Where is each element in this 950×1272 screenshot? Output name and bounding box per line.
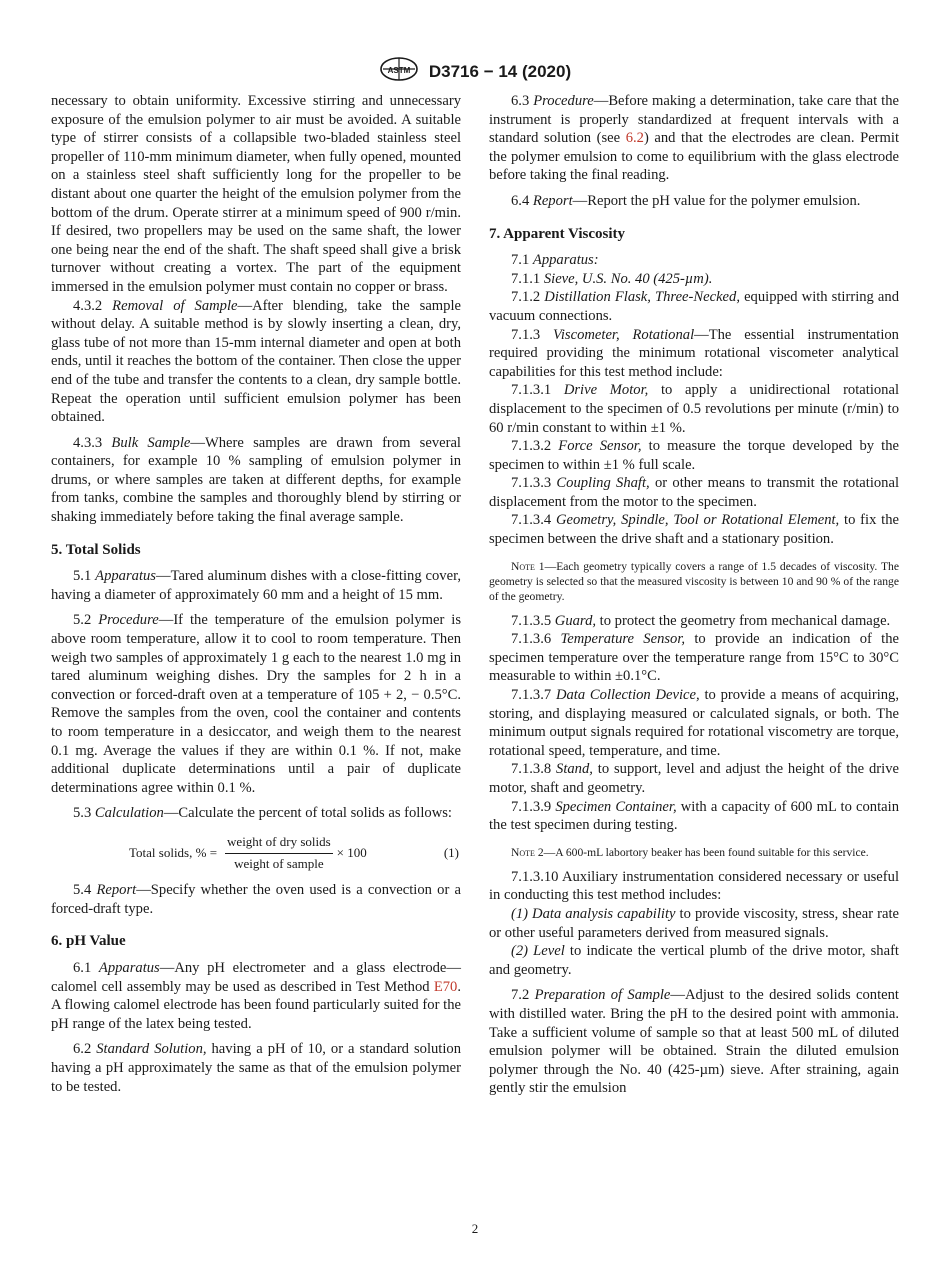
section-5-4: 5.4 Report—Specify whether the oven used is a convection or a forced-draft type. — [51, 882, 461, 917]
page-number: 2 — [471, 1221, 479, 1236]
list-item-2: (2) Level to indicate the vertical plumb of the drive motor, shaft and geometry. — [489, 943, 899, 978]
section-7-1-3-3: 7.1.3.3 Coupling Shaft, or other means to transmit the rotational displacement from the motor to the specimen. — [489, 475, 899, 510]
section-6-4: 6.4 Report—Report the pH value for the polymer emulsion. — [511, 192, 861, 209]
section-7-1-3-1: 7.1.3.1 Drive Motor, to apply a unidirectional rotational displacement to the specimen of 0.5 revolutions per minute (r/min) to 60 r/min constant to within ±1 %. — [489, 382, 899, 436]
section-4-3-3: 4.3.3 Bulk Sample—Where samples are drawn from several containers, for example 10 % sampling of emulsion polymer in drums, or where samples are taken at different depths, for example from tanks, combine the samples and thoroughly blend by stirring or shaking immediately before taking the final average sample. — [51, 434, 461, 526]
heading-total-solids: 5. Total Solids — [51, 541, 141, 558]
section-7-1-3-9: 7.1.3.9 Specimen Container, with a capacity of 600 mL to contain the test specimen during testing. — [489, 798, 899, 834]
note-2: Note 2—A 600-mL labortory beaker has been found suitable for this service. — [511, 845, 869, 859]
astm-logo-icon — [379, 56, 419, 87]
equation-total-solids: Total solids, % = $\frac{\text{weight of dry solids}}{\text{weight of sample}}$ × 100 (1) — [51, 833, 461, 873]
page-header — [0, 56, 950, 87]
section-6-3: 6.3 Procedure—Before making a determination, take care that the instrument is properly standardized at frequent intervals with a standard solution (see 6.2) and that the electrodes are clean. Permit the polymer emulsion to come to equilibrium with the glass electrode before taking the final reading. — [489, 93, 899, 184]
section-5-3: 5.3 Calculation—Calculate the percent of total solids as follows: — [73, 805, 452, 822]
section-7-1-3-8: 7.1.3.8 Stand, to support, level and adjust the height of the drive motor, shaft and geometry. — [489, 761, 899, 796]
section-7-1-2: 7.1.2 Distillation Flask, Three-Necked, equipped with stirring and vacuum connections. — [489, 289, 899, 324]
note-1: Note 1—Each geometry typically covers a range of 1.5 decades of viscosity. The geometry is selected so that the measured viscosity is between 10 and 90 % of the range of the geometry. — [489, 559, 900, 603]
section-7-1-3-6: 7.1.3.6 Temperature Sensor, to provide an indication of the specimen temperature over the temperature range from 15°C to 30°C measurable to within ±0.1°C. — [489, 631, 900, 685]
list-item-1: (1) Data analysis capability to provide viscosity, stress, shear rate or other useful parameters derived from measured signals. — [489, 905, 899, 941]
section-7-1-3-10: 7.1.3.10 Auxiliary instrumentation considered necessary or useful in conducting this test method includes: — [489, 868, 899, 904]
svg-text:ASTM: ASTM — [387, 66, 411, 75]
section-7-1-3-5: 7.1.3.5 Guard, to protect the geometry from mechanical damage. — [511, 612, 891, 629]
equation-number: (1) — [443, 844, 459, 860]
paragraph-continued: necessary to obtain uniformity. Excessive stirring and unnecessary exposure of the emulsion polymer to air must be avoided. A suitable type of stirrer consists of a collapsible two-bladed stainless steel propeller of 110-mm minimum diameter, when fully opened, mounted on a stainless steel shaft sufficiently long for the propeller to be distant about one quarter the height of the emulsion polymer from the bottom of the drum. Operate stirrer at a minimum speed of 900 r/min. If desired, two propellers may be used on the same shaft, the lower one being near the end of the shaft. The shaft speed shall give a brisk turnover without creating a vortex. The part of the equipment immersed in the emulsion polymer must contain no copper or brass. — [51, 93, 461, 295]
section-7-1-3: 7.1.3 Viscometer, Rotational—The essential instrumentation required providing the minimum rotational viscometer analytical capabilities for this test method include: — [489, 326, 899, 380]
section-7-1-3-7: 7.1.3.7 Data Collection Device, to provide a means of acquiring, storing, and displaying measured or calculated signals, or both. The minimum output signals required for rotational viscometry are torque, rotational speed, temperature, and time. — [489, 687, 899, 759]
section-7-1-3-2: 7.1.3.2 Force Sensor, to measure the torque developed by the specimen to within ±1 % full scale. — [489, 438, 900, 473]
section-7-1: 7.1 Apparatus: — [511, 252, 599, 269]
fraction: $\frac{\text{weight of dry solids}}{\text{weight of sample}}$ — [227, 833, 331, 871]
section-7-1-1: 7.1.1 Sieve, U.S. No. 40 (425-µm). — [511, 270, 713, 287]
section-7-1-3-4: 7.1.3.4 Geometry, Spindle, Tool or Rotational Element, to fix the specimen between the drive shaft and a stationary position. — [489, 512, 899, 548]
heading-ph-value: 6. pH Value — [51, 933, 126, 950]
section-5-1: 5.1 Apparatus—Tared aluminum dishes with a close-fitting cover, having a diameter of approximately 60 mm and a height of 15 mm. — [51, 568, 461, 603]
section-6-1: 6.1 Apparatus—Any pH electrometer and a glass electrode—calomel cell assembly may be used as described in Test Method E70. A flowing calomel electrode has been found particularly suited for the pH range of the latex being tested. — [51, 959, 461, 1032]
link-6-2[interactable]: 6.2 — [625, 130, 644, 147]
left-column — [51, 92, 461, 1096]
section-4-3-2: 4.3.2 Removal of Sample—After blending, take the sample without delay. A suitable method is by slowly inserting a clean, dry, glass tube of not more than 15-mm internal diameter and open at both ends, until it reaches the bottom of the container. Then close the upper end of the tube and transfer the contents to a clean, dry sample bottle. Repeat the operation until sufficient emulsion polymer has been obtained. — [51, 297, 461, 426]
link-e70[interactable]: E70 — [433, 978, 458, 995]
heading-apparent-viscosity: 7. Apparent Viscosity — [489, 225, 625, 242]
document-designation: D3716 − 14 (2020) — [428, 61, 572, 81]
right-column — [489, 92, 899, 1098]
section-5-2: 5.2 Procedure—If the temperature of the emulsion polymer is above room temperature, allow it to cool to room temperature. Then weigh two samples of approximately 1 g each to the nearest 1.0 mg in tared aluminum weighing dishes. Dry the samples for 2 h in a convection or forced-draft oven at a temperature of 105 + 2, − 0.5°C. Remove the samples from the oven, cool the container and contents to room temperature in a desiccator, and weigh them to the nearest 0.1 mg. Average the values if they are within 0.1 %. If not, make additional duplicate determinations until a pair of duplicate determinations agree within 0.1 %. — [51, 612, 461, 796]
section-6-2: 6.2 Standard Solution, having a pH of 10, or a standard solution having a pH approximately the same as that of the emulsion polymer to be tested. — [51, 1041, 461, 1095]
section-7-2: 7.2 Preparation of Sample—Adjust to the desired solids content with distilled water. Bring the pH to the desired point with ammonia. Take a sufficient volume of sample so that at least 500 mL of diluted emulsion polymer will be obtained. Strain the diluted emulsion polymer through the No. 40 (425-µm) sieve. After straining, again gently stir the emulsion — [489, 987, 899, 1097]
